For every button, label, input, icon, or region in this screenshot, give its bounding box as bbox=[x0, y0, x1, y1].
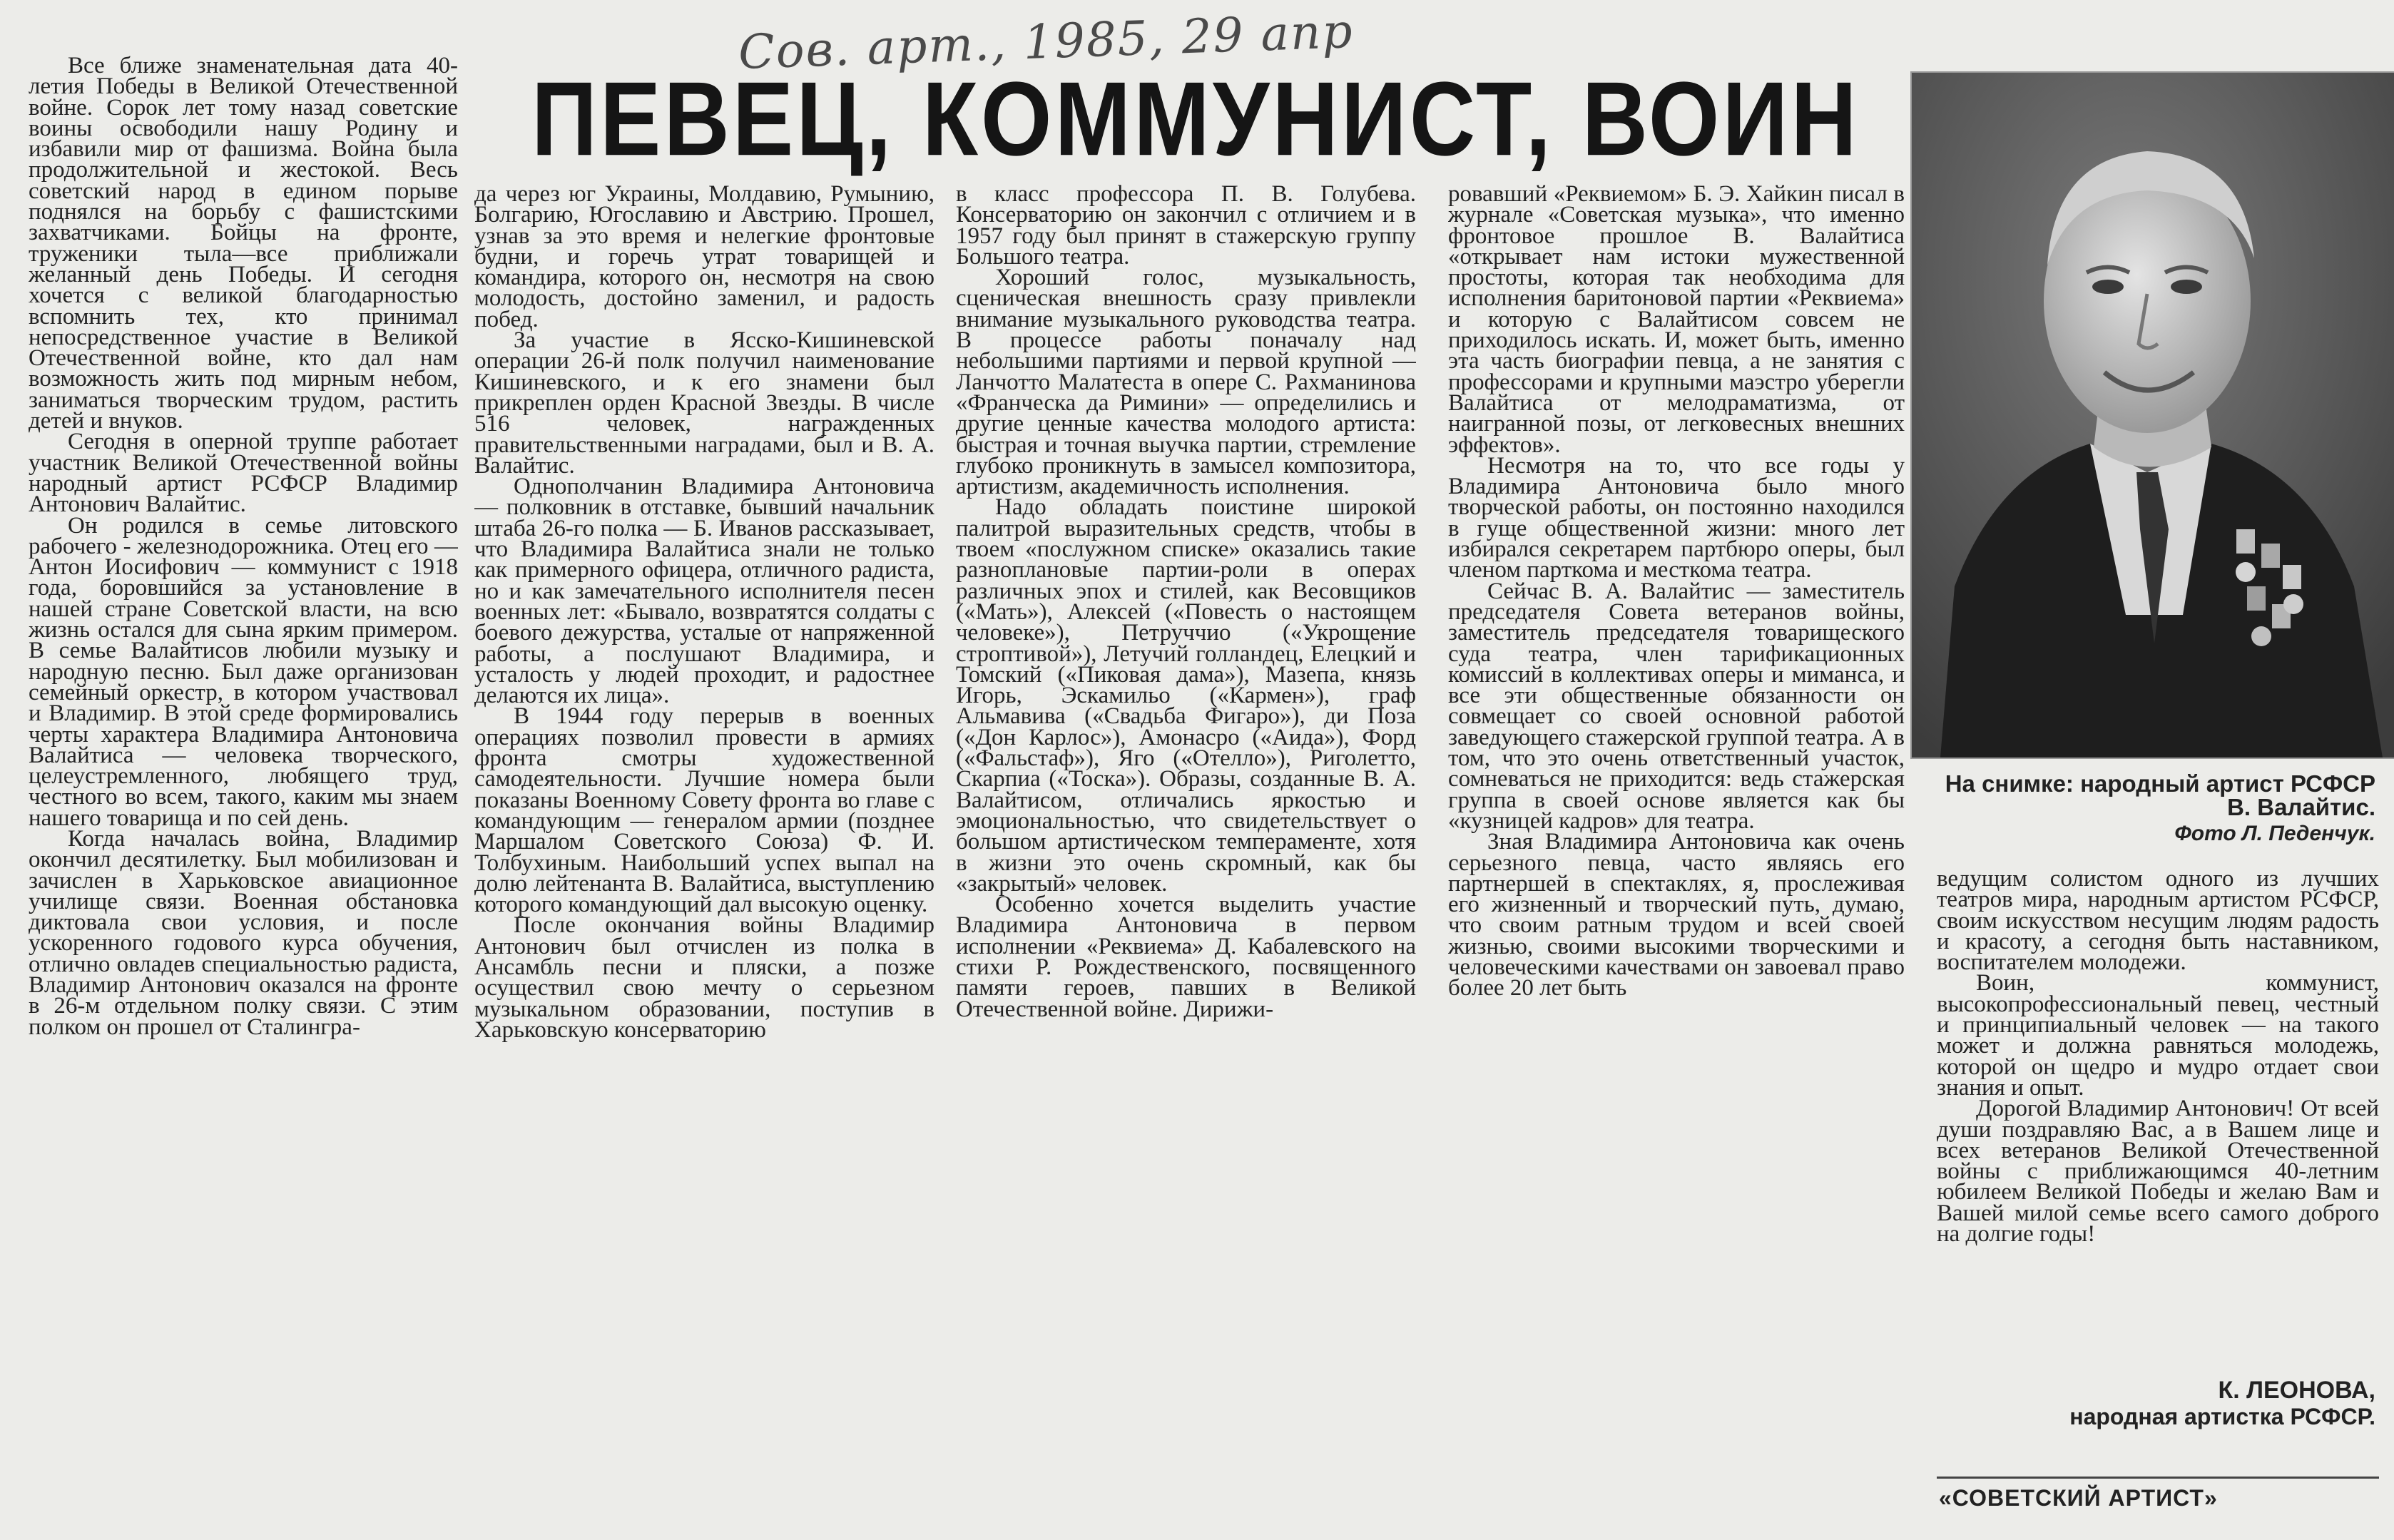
paragraph: Несмотря на то, что все годы у Владимира Антоновича было много творческой работы, он постоянно находился в гуще общественной жизни: много лет избирался секретарем партбюро оперы, был членом парткома и месткома театра. bbox=[1448, 452, 1905, 583]
paragraph: Хороший голос, музыкальность, сценическая внешность сразу привлекли внимание музыкального руководства театра. В процессе работы поначалу над небольшими партиями и первой крупной — Ланчотто Малатеста в опере С. Рахманинова «Франческа да Римини» — определились и другие ценные качества молодого артиста: быстрая и точная выучка партии, стремление глубоко проникнуть в замысел композитора, артистизм, академичность исполнения. bbox=[956, 265, 1416, 500]
portrait-illustration bbox=[1912, 73, 2394, 758]
paragraph: Когда началась война, Владимир окончил десятилетку. Был мобилизован и зачислен в Харьковское авиационное училище связи. Военная обстановка диктовала свои условия, и после ускоренного годового курса обучения, отлично овладев специальностью радиста, Владимир Антонович оказался на фронте в 26-м отдельном полку связи. С этим полком он прошел от Сталингра- bbox=[29, 825, 458, 1040]
paragraph: Однополчанин Владимира Антоновича — полковник в отставке, бывший начальник штаба 26-го полка — Б. Иванов рассказывает, что Владимира Валайтиса знали не только как примерного офицера, отличного радиста, но и как замечательного исполнителя песен военных лет: «Бывало, возвратятся солдаты с боевого дежурства, усталые от напряженной работы, а послушают Владимира, и усталость у людей проходит, и радостнее делаются их лица». bbox=[474, 474, 934, 709]
paragraph: ведущим солистом одного из лучших театров мира, народным артистом РСФСР, своим искусством несущим людям радость и красоту, а сегодня быть наставником, воспитателем молодежи. bbox=[1937, 869, 2379, 976]
paragraph: Особенно хочется выделить участие Владимира Антоновича в первом исполнении «Реквиема» Д. Кабалевского на стихи Р. Рождественского, посвященного памяти героев, павших в Великой Отечественной войне. Дирижи- bbox=[956, 892, 1416, 1022]
caption-text: На снимке: народный артист РСФСР В. Валайтис. bbox=[1945, 770, 2375, 820]
paragraph: да через юг Украины, Молдавию, Румынию, Болгарию, Югославию и Австрию. Прошел, узнав за это время и нелегкие фронтовые будни, и горечь утрат товарищей и командира, которого он, несмотря на свою молодость, достойно заменил, и радость побед. bbox=[474, 184, 934, 332]
paragraph: В 1944 году перерыв в военных операциях позволил провести в армиях фронта смотры художественной самодеятельности. Лучшие номера были показаны Военному Совету фронта во главе с командующим — генералом армии (позднее Маршалом Советского Союза) Ф. И. Толбухиным. Наибольший успех выпал на долю лейтенанта В. Валайтиса, выступлению которого командующий дал высокую оценку. bbox=[474, 703, 934, 918]
paragraph: Дорогой Владимир Антонович! От всей души поздравляю Вас, а в Вашем лице и всех ветеранов Великой Отечественной войны с приближающимся 40-летним юбилеем Великой Победы и желаю Вам и Вашей милой семье всего самого доброго на долгие годы! bbox=[1937, 1096, 2379, 1248]
photo-credit: Фото Л. Педенчук. bbox=[2174, 822, 2375, 845]
article-column-2 bbox=[474, 184, 934, 1525]
paragraph: Сегодня в оперной труппе работает участник Великой Отечественной войны народный артист РСФСР Владимир Антонович Валайтис. bbox=[29, 429, 458, 518]
article-column-3 bbox=[956, 184, 1416, 1525]
author-title: народная артистка РСФСР. bbox=[2069, 1404, 2375, 1429]
paragraph: Надо обладать поистине широкой палитрой выразительных средств, чтобы в твоем «послужном списке» оказались такие разноплановые партии-роли в операх различных эпох и стилей, как Весовщиков («Мать»), Алексей («Повесть о настоящем человеке»), Петруччио («Укрощение строптивой»), Летучий голландец, Елецкий и Томский («Пиковая дама»), Мазепа, князь Игорь, Эскамильо («Кармен»), граф Альмавива («Свадьба Фигаро»), ди Поза («Дон Карлос»), Амонасро («Аида»), Форд («Фальстаф»), Яго («Отелло»), Риголетто, Скарпиа («Тоска»). Образы, созданные В. А. Валайтисом, отличались яркостью и эмоциональностью, что свидетельствует о большом артистическом темпераменте, хотя в жизни это очень скромный, как бы «закрытый» человек. bbox=[956, 494, 1416, 897]
paragraph: Воин, коммунист, высокопрофессиональный певец, честный и принципиальный человек — на такого может и должна равняться молодежь, которой он щедро и мудро отдает свои знания и опыт. bbox=[1937, 970, 2379, 1101]
publication-name: «СОВЕТСКИЙ АРТИСТ» bbox=[1939, 1485, 2218, 1511]
article-column-5 bbox=[1937, 869, 2379, 1368]
author-name: К. ЛЕОНОВА, bbox=[2218, 1377, 2375, 1404]
paragraph: Все ближе знаменательная дата 40-летия Победы в Великой Отечественной войне. Сорок лет тому назад советские воины освободили нашу Родину и избавили мир от фашизма. Война была продолжительной и жестокой. Весь советский народ в едином порыве поднялся на борьбу с фашистскими захватчиками. Бойцы на фронте, труженики тыла—все приближали желанный день Победы. И сегодня хочется с великой благодарностью вспомнить тех, кто принимал непосредственное участие в Великой Отечественной войне, кто дал нам возможность жить под мирным небом, заниматься творческим трудом, растить детей и внуков. bbox=[29, 56, 458, 434]
paragraph: За участие в Ясско-Кишиневской операции 26-й полк получил наименование Кишиневского, и к его знамени был прикреплен орден Красной Звезды. В числе 516 человек, награжденных правительственными наградами, был и В. А. Валайтис. bbox=[474, 327, 934, 479]
article-headline: ПЕВЕЦ, КОММУНИСТ, ВОИН bbox=[531, 60, 1860, 178]
paragraph: ровавший «Реквиемом» Б. Э. Хайкин писал в журнале «Советская музыка», что именно фронтовое прошлое В. Валайтиса «открывает нам истоки мужественной простоты, которая так необходима для исполнения баритоновой партии «Реквиема» и которую с Валайтисом совсем не приходилось искать. И, может быть, именно эта часть биографии певца, а не занятия с профессорами и крупными маэстро уберегли Валайтиса от мелодраматизма, от наигранной позы, от легковесных внешних эффектов». bbox=[1448, 184, 1905, 458]
article-column-1 bbox=[29, 56, 458, 1525]
paragraph: Он родился в семье литовского рабочего - железнодорожника. Отец его — Антон Иосифович — коммунист с 1918 года, боровшийся за установление в нашей стране Советской власти, на всю жизнь остался для сына ярким примером. В семье Валайтисов любили музыку и народную песню. Был даже организован семейный оркестр, в котором участвовал и Владимир. В этой среде формировались черты характера Владимира Антоновича Валайтиса — человека творческого, целеустремленного, любящего труд, честного во всем, такого, каким мы знаем нашего товарища и по сей день. bbox=[29, 512, 458, 831]
author-signature bbox=[1969, 1377, 2375, 1429]
photo-caption bbox=[1940, 772, 2375, 845]
divider bbox=[1937, 1477, 2379, 1479]
paragraph: в класс профессора П. В. Голубева. Консерваторию он закончил с отличием и в 1957 году был принят в стажерскую группу Большого театра. bbox=[956, 184, 1416, 270]
paragraph: Сейчас В. А. Валайтис — заместитель председателя Совета ветеранов войны, заместитель председателя товарищеского суда театра, член тарификационных комиссий в коллективах оперы и миманса, и все эти общественные обязанности он совмещает со своей основной работой заведующего стажерской группой театра. А в том, что это очень ответственный участок, сомневаться не приходится: ведь стажерская группа в своей основе является как бы «кузницей кадров» для театра. bbox=[1448, 578, 1905, 834]
article-column-4 bbox=[1448, 184, 1905, 1525]
portrait-photo bbox=[1910, 71, 2394, 759]
handwritten-note: Сов. арт., 1985, 29 апр bbox=[737, 3, 1355, 81]
paragraph: После окончания войны Владимир Антонович был отчислен из полка в Ансамбль песни и пляски, а позже осуществил свою мечту о серьезном музыкальном образовании, поступив в Харьковскую консерваторию bbox=[474, 912, 934, 1043]
paragraph: Зная Владимира Антоновича как очень серьезного певца, часто являясь его партнершей в спектаклях, я, прослеживая его жизненный и творческий путь, думаю, что своим ратным трудом и всей своей жизнью, своими высокими творческими и человеческими качествами он завоевал право более 20 лет быть bbox=[1448, 829, 1905, 1001]
